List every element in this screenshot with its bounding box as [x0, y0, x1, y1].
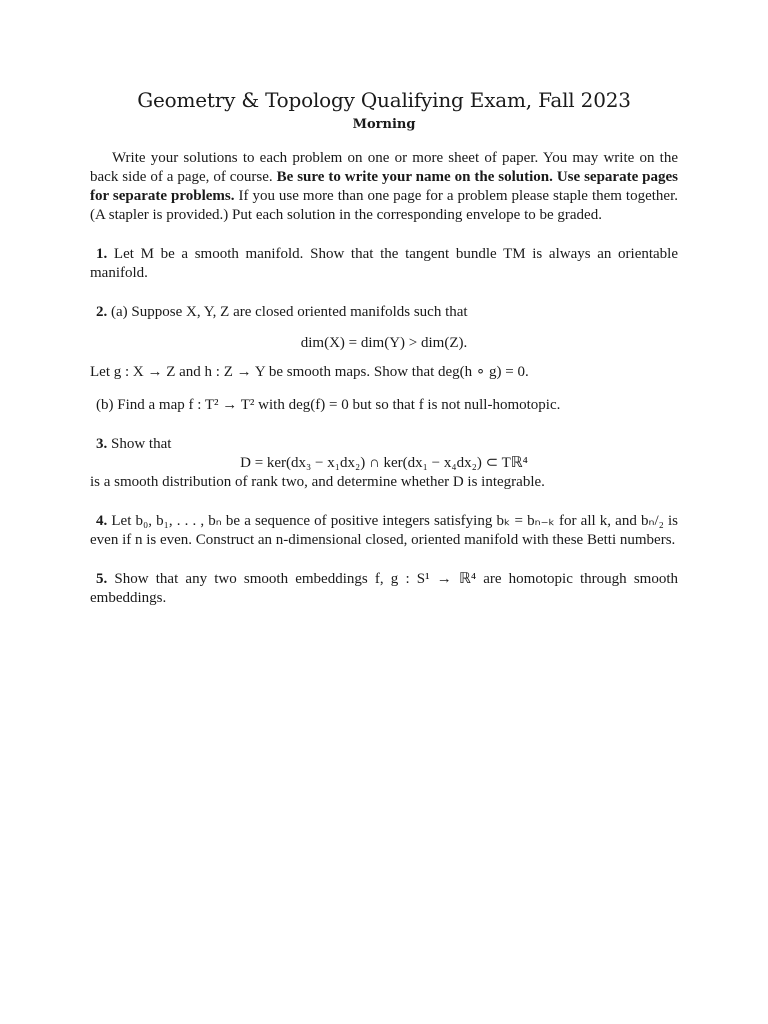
problem-2-equation: dim(X) = dim(Y) > dim(Z).	[300, 335, 468, 351]
problem-5	[90, 570, 678, 608]
problem-2a-text: Let g : X → Z and h : Z → Y be smooth maps. Show that deg(h ∘ g) = 0.	[90, 364, 529, 380]
exam-session: Morning	[352, 117, 416, 132]
instructions-text-2: If you use more than one page for a problem please staple them together. (A stapler is provided.) Put each solution in the corresponding envelope to be graded.	[90, 188, 678, 223]
problem-4-text: Let b₀, b₁, . . . , bₙ be a sequence of positive integers satisfying bₖ = bₙ₋ₖ for all k, and bₙ/₂ is even if n is even. Construct an n-dimensional closed, oriented manifold with these Betti numbers.	[90, 513, 678, 548]
problem-1-number: 1.	[96, 246, 108, 262]
problem-2	[90, 303, 678, 322]
problem-3-intro: Show that	[111, 436, 172, 452]
problem-2a-intro: (a) Suppose X, Y, Z are closed oriented manifolds such that	[111, 304, 468, 320]
problem-1	[90, 245, 678, 283]
instructions-bold: Be sure to write your name on the solution. Use separate pages for separate problems.	[90, 169, 679, 204]
problem-3	[90, 435, 678, 454]
exam-title: Geometry & Topology Qualifying Exam, Fall 2023	[137, 88, 631, 112]
instructions	[90, 149, 678, 225]
problem-3-text: is a smooth distribution of rank two, and determine whether D is integrable.	[90, 474, 545, 490]
problem-4-number: 4.	[96, 513, 108, 529]
problem-2b-text: (b) Find a map f : T² → T² with deg(f) = 0 but so that f is not null-homotopic.	[96, 397, 561, 413]
problem-5-text: Show that any two smooth embeddings f, g : S¹ → ℝ⁴ are homotopic through smooth embeddings.	[90, 571, 679, 606]
problem-1-text: Let M be a smooth manifold. Show that the tangent bundle TM is always an orientable manifold.	[90, 246, 679, 281]
problem-3-number: 3.	[96, 436, 108, 452]
problem-2-number: 2.	[96, 304, 108, 320]
instructions-text-1: Write your solutions to each problem on one or more sheet of paper. You may write on the back side of a page, of course.	[90, 150, 678, 185]
problem-4	[90, 512, 678, 550]
problem-5-number: 5.	[96, 571, 108, 587]
problem-3-equation: D = ker(dx₃ − x₁dx₂) ∩ ker(dx₁ − x₄dx₂) ⊂ Tℝ⁴	[240, 455, 528, 471]
exam-page	[90, 86, 678, 608]
